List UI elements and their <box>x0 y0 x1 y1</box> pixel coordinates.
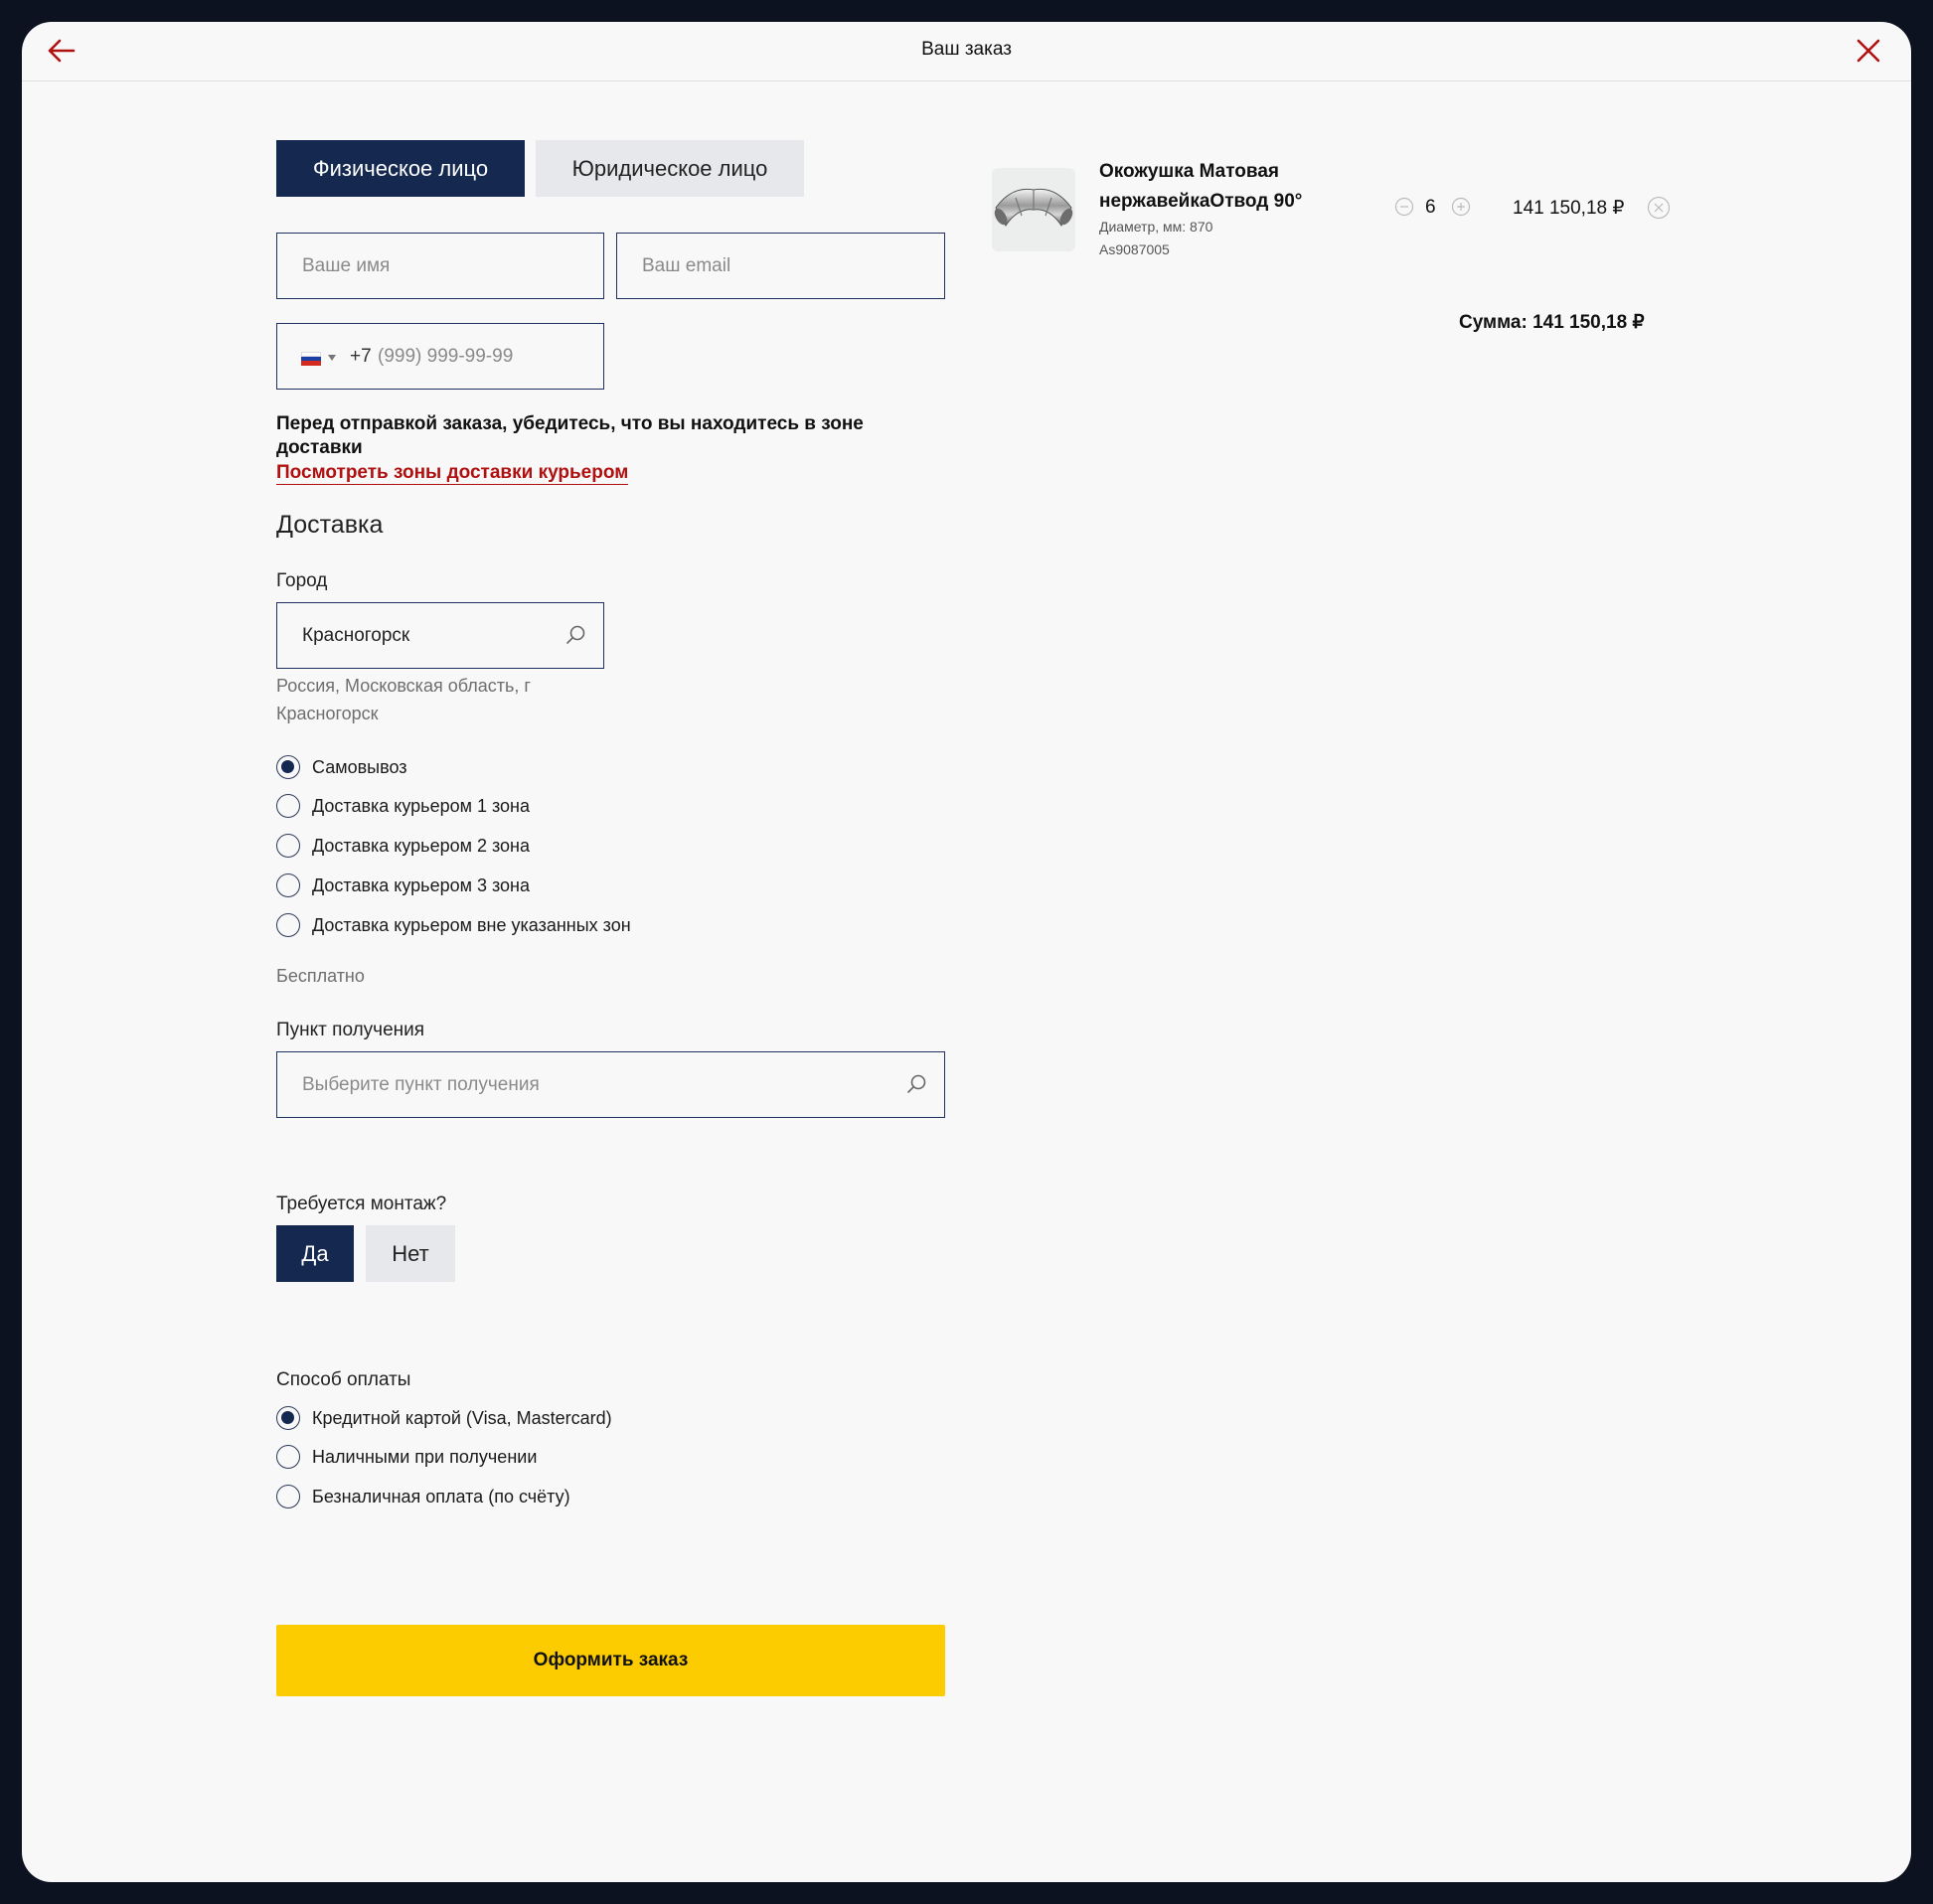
delivery-heading: Доставка <box>276 511 384 539</box>
radio-icon[interactable] <box>276 873 300 897</box>
place-order-button[interactable]: Оформить заказ <box>276 1625 945 1696</box>
order-total: Сумма: 141 150,18 ₽ <box>1459 312 1645 333</box>
minus-circle-icon[interactable] <box>1394 197 1414 217</box>
radio-icon[interactable] <box>276 1445 300 1469</box>
search-icon[interactable] <box>905 1073 927 1095</box>
modal-header <box>22 22 1911 81</box>
city-hint: Россия, Московская область, г Красногорск <box>276 676 531 723</box>
city-input[interactable] <box>276 602 604 669</box>
radio-selected-icon[interactable] <box>276 1406 300 1430</box>
chevron-down-icon[interactable] <box>328 355 336 361</box>
close-icon[interactable] <box>1855 38 1881 64</box>
order-modal <box>22 22 1911 1882</box>
product-price: 141 150,18 ₽ <box>1513 198 1625 219</box>
remove-item-icon[interactable] <box>1647 196 1671 220</box>
delivery-option-zone-1[interactable]: Доставка курьером 1 зона <box>276 792 530 820</box>
russia-flag-icon[interactable] <box>301 352 321 366</box>
product-name[interactable]: Окожушка Матовая нержавейкаОтвод 90° <box>1099 161 1303 212</box>
payment-option-invoice[interactable]: Безналичная оплата (по счёту) <box>276 1483 570 1510</box>
email-input[interactable] <box>616 233 945 299</box>
radio-icon[interactable] <box>276 1485 300 1508</box>
delivery-option-zone-3[interactable]: Доставка курьером 3 зона <box>276 872 530 899</box>
search-icon[interactable] <box>564 624 586 646</box>
product-sku: As9087005 <box>1099 241 1170 257</box>
payment-option-cash[interactable]: Наличными при получении <box>276 1443 537 1471</box>
delivery-zone-notice: Перед отправкой заказа, убедитесь, что вы находитесь в зоне доставки <box>276 413 864 458</box>
phone-placeholder: (999) 999-99-99 <box>378 346 514 367</box>
modal-title: Ваш заказ <box>921 39 1012 60</box>
delivery-option-zone-2[interactable]: Доставка курьером 2 зона <box>276 832 530 860</box>
pickup-point-input[interactable] <box>276 1051 945 1118</box>
payment-option-card[interactable]: Кредитной картой (Visa, Mastercard) <box>276 1404 612 1432</box>
elbow-pipe-icon <box>992 168 1075 251</box>
pickup-point-label: Пункт получения <box>276 1020 425 1040</box>
delivery-cost: Бесплатно <box>276 966 365 986</box>
delivery-option-pickup[interactable]: Самовывоз <box>276 753 407 781</box>
tab-individual[interactable]: Физическое лицо <box>276 140 525 197</box>
tab-legal-entity[interactable]: Юридическое лицо <box>536 140 804 197</box>
product-quantity: 6 <box>1425 197 1436 218</box>
installation-label: Требуется монтаж? <box>276 1193 447 1214</box>
radio-icon[interactable] <box>276 834 300 858</box>
radio-icon[interactable] <box>276 913 300 937</box>
radio-selected-icon[interactable] <box>276 755 300 779</box>
delivery-option-outside-zones[interactable]: Доставка курьером вне указанных зон <box>276 911 631 939</box>
plus-circle-icon[interactable] <box>1451 197 1471 217</box>
city-label: Город <box>276 570 328 591</box>
phone-prefix: +7 <box>350 346 372 367</box>
name-input[interactable] <box>276 233 604 299</box>
installation-no-button[interactable]: Нет <box>366 1225 455 1282</box>
phone-field[interactable] <box>276 323 604 390</box>
product-diameter: Диаметр, мм: 870 <box>1099 219 1213 235</box>
radio-icon[interactable] <box>276 794 300 818</box>
delivery-zones-link[interactable]: Посмотреть зоны доставки курьером <box>276 462 629 483</box>
payment-label: Способ оплаты <box>276 1369 411 1390</box>
product-image[interactable] <box>992 168 1075 251</box>
installation-yes-button[interactable]: Да <box>276 1225 354 1282</box>
